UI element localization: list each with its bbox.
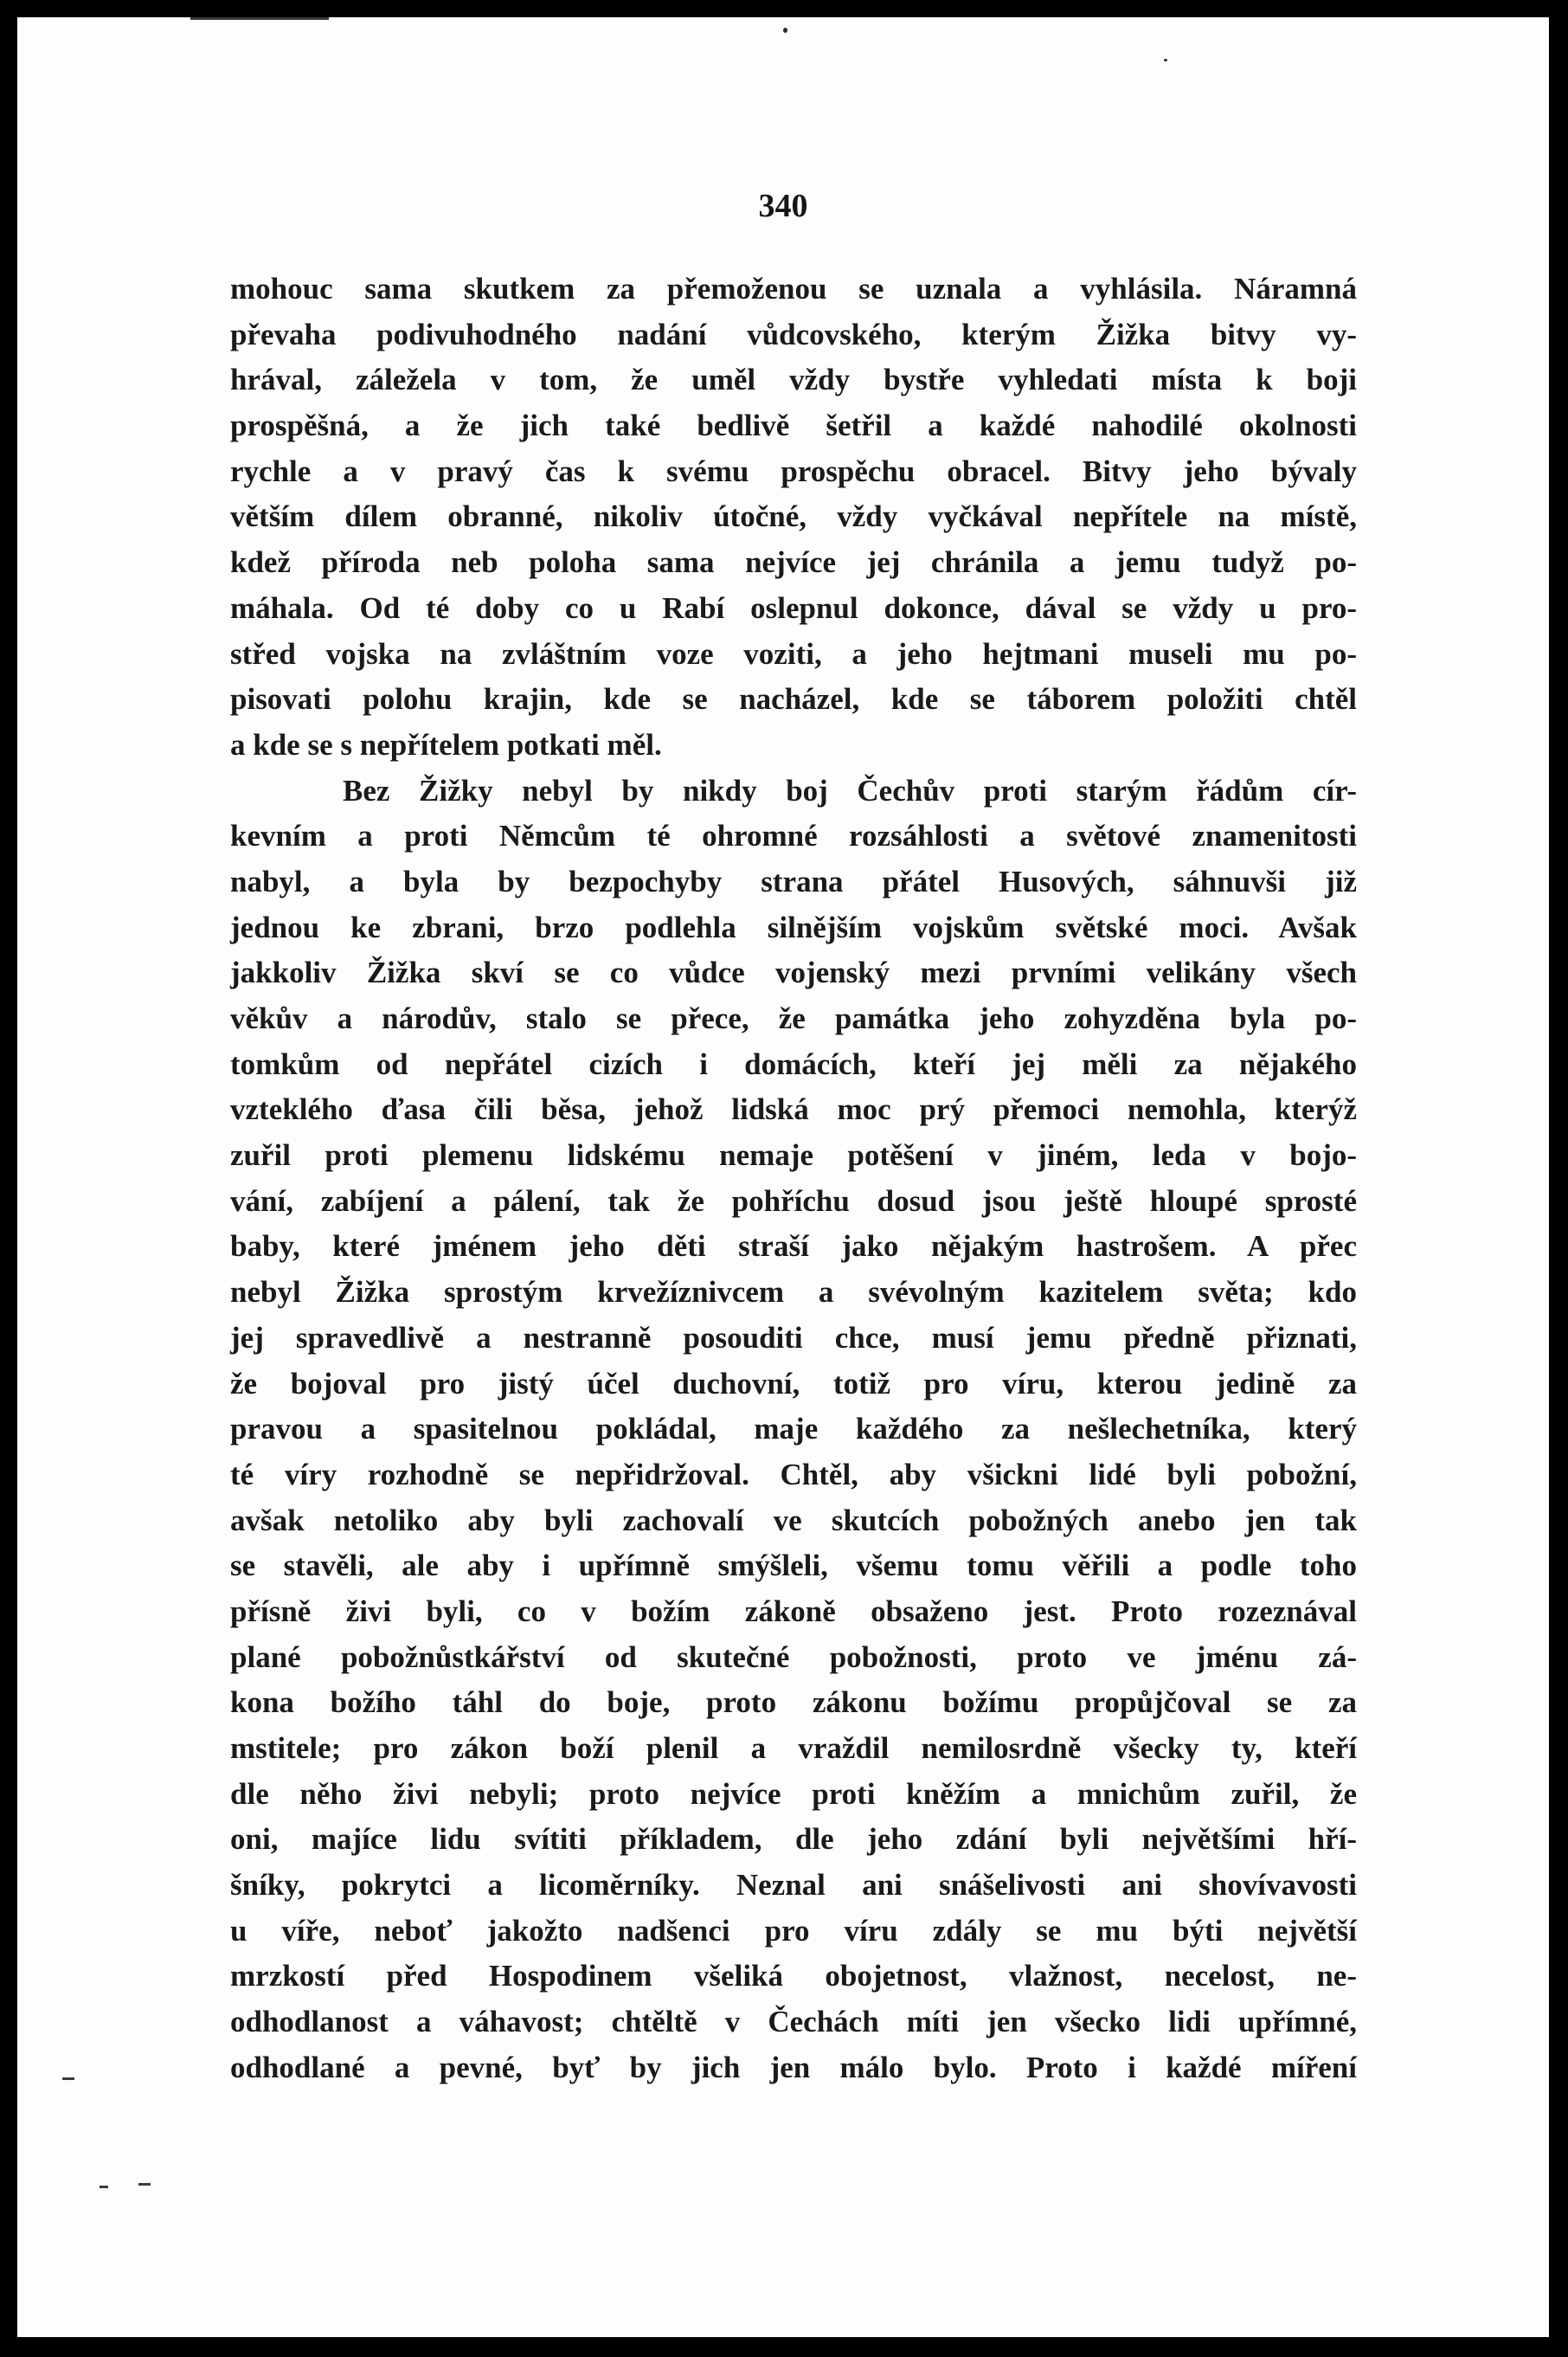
text-line: Bez Žižky nebyl by nikdy boj Čechův proti starým řádům cír- xyxy=(343,773,1357,808)
text-line: máhala. Od té doby co u Rabí oslepnul dokonce, dával se vždy u pro- xyxy=(230,590,1357,625)
text-line: věkův a národův, stalo se přece, že památka jeho zohyzděna byla po- xyxy=(230,1001,1357,1035)
text-line: přísně živi byli, co v božím zákoně obsaženo jest. Proto rozeznával xyxy=(230,1594,1357,1628)
paragraph-2 xyxy=(230,769,1357,2091)
text-line: pravou a spasitelnou pokládal, maje každého za nešlechetníka, který xyxy=(230,1412,1357,1446)
text-line: mohouc sama skutkem za přemoženou se uznala a vyhlásila. Náramná xyxy=(230,272,1357,306)
page-number: 340 xyxy=(758,188,808,224)
text-line: mrzkostí před Hospodinem všeliká obojetnost, vlažnost, necelost, ne- xyxy=(230,1959,1357,1993)
text-line: oni, majíce lidu svítiti příkladem, dle jeho zdání byli největšími hří- xyxy=(230,1822,1357,1857)
margin-mark-2 xyxy=(100,2186,108,2188)
text-line: rychle a v pravý čas k svému prospěchu obracel. Bitvy jeho bývaly xyxy=(230,454,1357,488)
text-line: u víře, neboť jakožto nadšenci pro víru zdály se mu býti největší xyxy=(230,1913,1357,1948)
margin-mark-1 xyxy=(62,2077,74,2080)
paragraph-1 xyxy=(230,267,1357,769)
text-line: jednou ke zbrani, brzo podlehla silnějším vojskům světské moci. Avšak xyxy=(230,910,1357,944)
text-line: hrával, záležela v tom, že uměl vždy bystře vyhledati místa k boji xyxy=(230,363,1357,397)
text-line: avšak netoliko aby byli zachovalí ve skutcích pobožných anebo jen tak xyxy=(230,1503,1357,1537)
margin-mark-3 xyxy=(138,2183,151,2186)
text-line: a kde se s nepřítelem potkati měl. xyxy=(230,727,662,762)
text-line: nabyl, a byla by bezpochyby strana přátel Husových, sáhnuvši již xyxy=(230,864,1357,898)
text-line: kona božího táhl do boje, proto zákonu božímu propůjčoval se za xyxy=(230,1685,1357,1720)
text-line: odhodlané a pevné, byť by jich jen málo bylo. Proto i každé míření xyxy=(230,2050,1357,2084)
body-text xyxy=(230,267,1357,2091)
text-line: větším dílem obranné, nikoliv útočné, vždy vyčkával nepřítele na místě, xyxy=(230,499,1357,534)
text-line: že bojoval pro jistý účel duchovní, totiž pro víru, kterou jedině za xyxy=(230,1366,1357,1401)
text-line: jej spravedlivě a nestranně posouditi chce, musí jemu předně přiznati, xyxy=(230,1320,1357,1355)
top-edge-mark xyxy=(190,17,329,20)
text-line: odhodlanost a váhavost; chtěltě v Čechách míti jen všecko lidi upřímné, xyxy=(230,2005,1357,2039)
text-line: kdež příroda neb poloha sama nejvíce jej chránila a jemu tudyž po- xyxy=(230,545,1357,580)
text-line: tomkům od nepřátel cizích i domácích, kteří jej měli za nějakého xyxy=(230,1046,1357,1081)
text-line: baby, které jménem jeho děti straší jako nějakým hastrošem. A přec xyxy=(230,1229,1357,1264)
text-line: vzteklého ďasa čili běsa, jehož lidská moc prý přemoci nemohla, kterýž xyxy=(230,1092,1357,1127)
text-line: dle něho živi nebyli; proto nejvíce proti kněžím a mnichům zuřil, že xyxy=(230,1776,1357,1811)
text-line: té víry rozhodně se nepřidržoval. Chtěl, aby všickni lidé byli pobožní, xyxy=(230,1457,1357,1491)
text-line: prospěšná, a že jich také bedlivě šetřil a každé nahodilé okolnosti xyxy=(230,409,1357,443)
text-line: zuřil proti plemenu lidskému nemaje potěšení v jiném, leda v bojo- xyxy=(230,1138,1357,1173)
text-line: vání, zabíjení a pálení, tak že pohříchu dosud jsou ještě hloupé sprosté xyxy=(230,1183,1357,1218)
text-line: šníky, pokrytci a licoměrníky. Neznal ani snášelivosti ani shovívavosti xyxy=(230,1868,1357,1903)
text-line: pisovati polohu krajin, kde se nacházel, kde se táborem položiti chtěl xyxy=(230,682,1357,717)
text-line: jakkoliv Žižka skví se co vůdce vojenský mezi prvními velikány všech xyxy=(230,956,1357,990)
document-page xyxy=(17,17,1549,2337)
text-line: kevním a proti Němcům té ohromné rozsáhlosti a světové znamenitosti xyxy=(230,819,1357,853)
text-line: střed vojska na zvláštním voze voziti, a jeho hejtmani museli mu po- xyxy=(230,636,1357,671)
text-line: nebyl Žižka sprostým krvežíznivcem a svévolným kazitelem světa; kdo xyxy=(230,1275,1357,1310)
speck-top xyxy=(783,28,787,33)
speck-top-right xyxy=(1164,59,1167,61)
text-line: plané pobožnůstkářství od skutečné pobožnosti, proto ve jménu zá- xyxy=(230,1639,1357,1674)
text-line: mstitele; pro zákon boží plenil a vraždil nemilosrdně všecky ty, kteří xyxy=(230,1731,1357,1765)
text-line: se stavěli, ale aby i upřímně smýšleli, všemu tomu věřili a podle toho xyxy=(230,1549,1357,1583)
text-line: převaha podivuhodného nadání vůdcovského, kterým Žižka bitvy vy- xyxy=(230,317,1357,351)
